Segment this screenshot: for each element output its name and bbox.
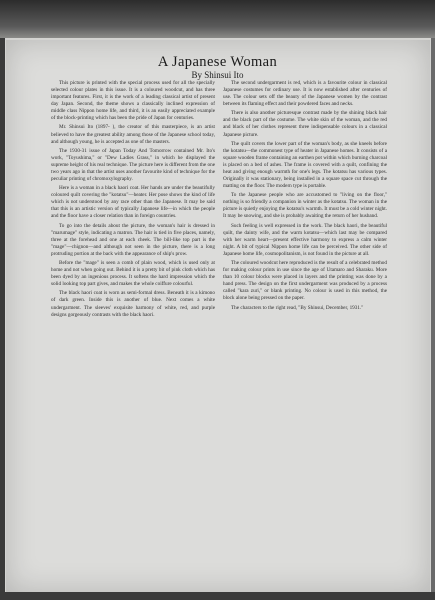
scan-dark-border-bottom xyxy=(0,592,435,600)
paragraph: The quilt covers the lower part of the woman's body, as she kneels before the kotatsu—the commonest type of heater in Japanese homes. It consists of a square wooden frame containing an earthen pot within which burning charcoal is placed on a bed of ashes. The frame is covered with a quilt, confining the heat and giving enough warmth for one's legs. The kotatsu has various types. Originally it was stationary, being installed in a square space cut through the matting on the floor. The modern type is portable. xyxy=(223,140,387,190)
paragraph: To go into the details about the picture, the woman's hair is dressed in "marumage" style, indicating a matron. The hair is tied in five places, namely, three at the forehead and one at each cheek. The bill-like top part is the "mage"—chignon—and although not seen in the picture, there is a long protruding portion at the back with the appearance of ship's prow. xyxy=(51,222,215,257)
paragraph: Before the "mage" is seen a comb of plain wood, which is used only at home and not when going out. Behind it is a pretty bit of pink cloth which has been dyed by an ingenious process. It softens the hard impression which the solid looking top part gives, and makes the whole coiffure colourful. xyxy=(51,260,215,288)
paragraph: The coloured woodcut here reproduced is the result of a celebrated method for making colour prints in use since the age of Utamaro and Sharaku. More than 10 colour blocks were placed in layers and the printing was done by a hand press. The design on the first undergarment was produced by a process called "kara zuri," or blank printing. No colour is used in this method, the block alone being pressed on the paper. xyxy=(223,260,387,302)
article-right-column xyxy=(223,80,387,314)
paragraph: The 1930-31 issue of Japan Today And Tomorrow contained Mr. Ito's work, "Toyushima," or "Dew Ladies Grass," in which he displayed the supreme height of his real technique. The picture here is different from the one two years ago in that the artist uses another favourite kind of technique for the peculiar printing of chromoxylography. xyxy=(51,147,215,182)
paragraph: The characters to the right read, "By Shinsui, December, 1931." xyxy=(231,304,364,311)
paragraph: Such feeling is well expressed in the work. The black haori, the beautiful quilt, the dainty wife, and the warm kotatsu—which last may be compared with her warm heart—present effective harmony to express a calm winter night. A bit of typical Nippon home life can be perceived. The other side of Japanese home life, cosmopolitanism, is not found in the picture at all. xyxy=(223,222,387,257)
scan-dark-border-top xyxy=(0,0,435,38)
paragraph: The second undergarment is red, which is a favourite colour in classical Japanese costumes for ordinary use. It is now established after centuries of use. The colour sets off the beauty of the Japanese women by the contrast between its flaming effect and their powdered faces and necks. xyxy=(223,80,387,108)
article-left-column xyxy=(51,80,215,321)
paragraph: Mr. Shinsui Ito (1897- ), the creator of this masterpiece, is an artist believed to have the greatest ability among those of the Japanese school today, and although young, he is accepted as one of the masters. xyxy=(51,124,215,145)
paragraph: The black haori coat is worn as semi-formal dress. Beneath it is a kimono of dark green. Inside this is another of blue. Next comes a white undergarment. The sleeves' exquisite harmony of white, red, and purple designs gorgeously contrasts with the black haori. xyxy=(51,290,215,318)
paragraph: To the Japanese people who are accustomed to "living on the floor," nothing is so friendly a companion in winter as the kotatsu. The woman in the picture is quietly enjoying the kotatsu's warmth. It must be a cold winter night. It may be snowing, and she is probably awaiting the return of her husband. xyxy=(223,192,387,220)
article-byline: By Shinsui Ito xyxy=(191,70,244,80)
scan-dark-border-right xyxy=(431,38,435,600)
article-title: A Japanese Woman xyxy=(157,54,278,70)
paragraph: This picture is printed with the special process used for all the specially selected colour plates in this issue. It is a coloured woodcut, and has three important features. First, it is the work of a leading classical artist of present day Japan. Second, the theme shows a classically inclined expression of middle class Nippon home life, and third, it is an easily appreciated example of the block-printing which has been the pride of Japan for centuries. xyxy=(51,80,215,122)
scan-dark-border-left xyxy=(0,38,5,600)
paragraph: Here is a woman in a black haori coat. Her hands are under the beautifully coloured quilt covering the "kotatsu"—heater. Her pose shows the kind of life which is not understood by any race other than the Japanese. It may be said that this is an artistic version of typically Japanese life—in which the people and the floor have a closer relation than in foreign countries. xyxy=(51,185,215,220)
paragraph: There is also another picturesque contrast made by the shining black hair and the black part of the costume. The white skin of the woman, and the red and black of her clothes represent three indispensable colours in a classical Japanese picture. xyxy=(223,110,387,138)
